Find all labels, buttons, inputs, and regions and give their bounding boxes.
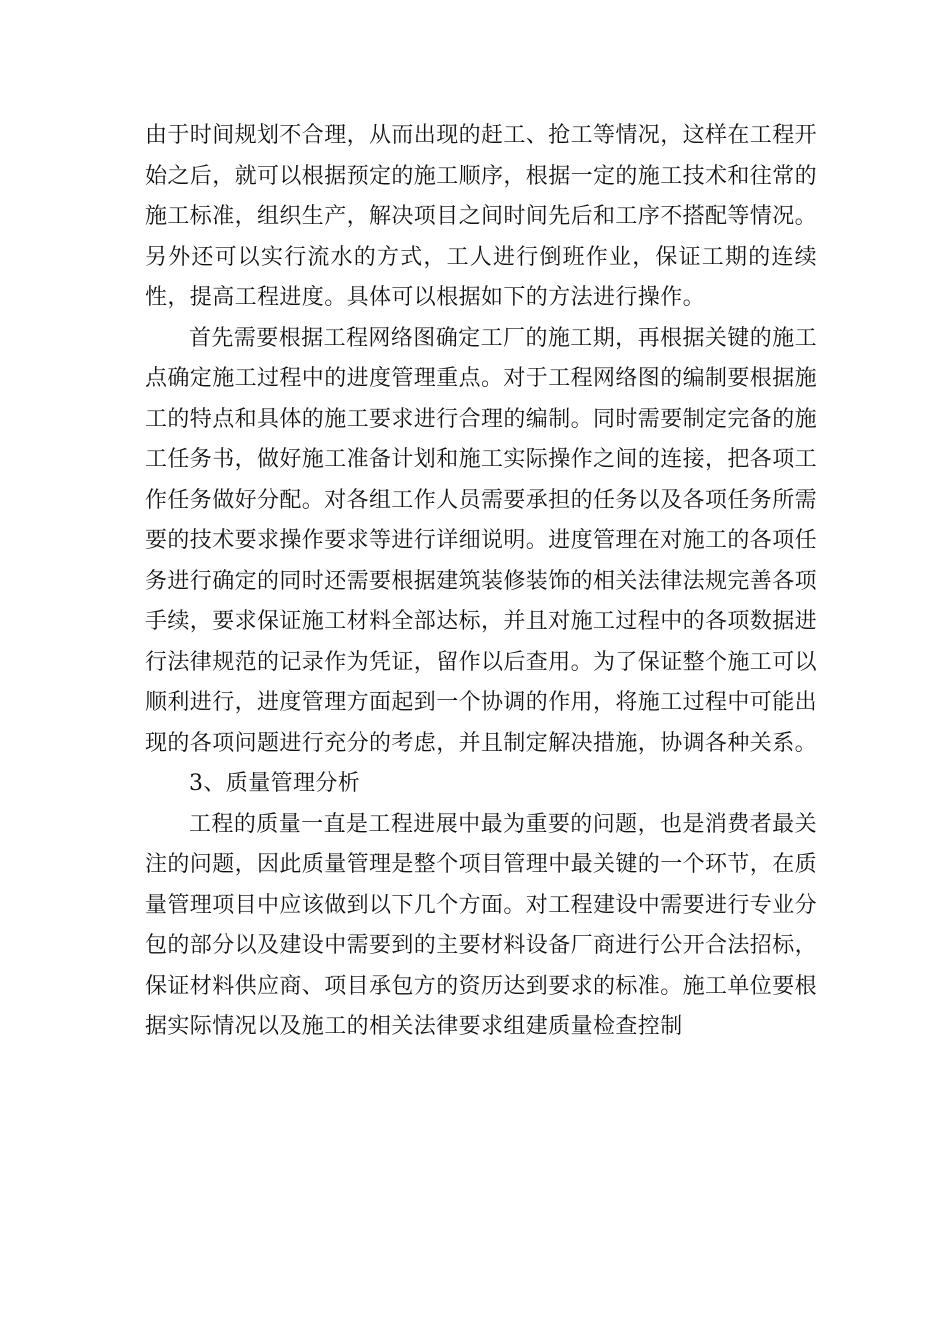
document-body bbox=[145, 116, 817, 1048]
paragraph-quality-management: 工程的质量一直是工程进展中最为重要的问题，也是消费者最关注的问题，因此质量管理是整个项目管理中最关键的一个环节，在质量管理项目中应该做到以下几个方面。对工程建设中需要进行专业分包的部分以及建设中需要到的主要材料设备厂商进行公开合法招标，保证材料供应商、项目承包方的资历达到要求的标准。施工单位要根据实际情况以及施工的相关法律要求组建质量检查控制 bbox=[145, 811, 818, 1039]
paragraph-schedule-continuation: 由于时间规划不合理，从而出现的赶工、抢工等情况，这样在工程开始之后，就可以根据预定的施工顺序，根据一定的施工技术和往常的施工标准，组织生产，解决项目之间时间先后和工序不搭配等情况。另外还可以实行流水的方式，工人进行倒班作业，保证工期的连续性，提高工程进度。具体可以根据如下的方法进行操作。 bbox=[145, 123, 818, 310]
paragraph-progress-management: 首先需要根据工程网络图确定工厂的施工期，再根据关键的施工点确定施工过程中的进度管理重点。对于工程网络图的编制要根据施工的特点和具体的施工要求进行合理的编制。同时需要制定完备的施工任务书，做好施工准备计划和施工实际操作之间的连接，把各项工作任务做好分配。对各组工作人员需要承担的任务以及各项任务所需要的技术要求操作要求等进行详细说明。进度管理在对施工的各项任务进行确定的同时还需要根据建筑装修装饰的相关法律法规完善各项手续，要求保证施工材料全部达标，并且对施工过程中的各项数据进行法律规范的记录作为凭证，留作以后查用。为了保证整个施工可以顺利进行，进度管理方面起到一个协调的作用，将施工过程中可能出现的各项问题进行充分的考虑，并且制定解决措施，协调各种关系。 bbox=[145, 325, 818, 756]
section-heading-quality-management: 3、质量管理分析 bbox=[189, 771, 361, 796]
